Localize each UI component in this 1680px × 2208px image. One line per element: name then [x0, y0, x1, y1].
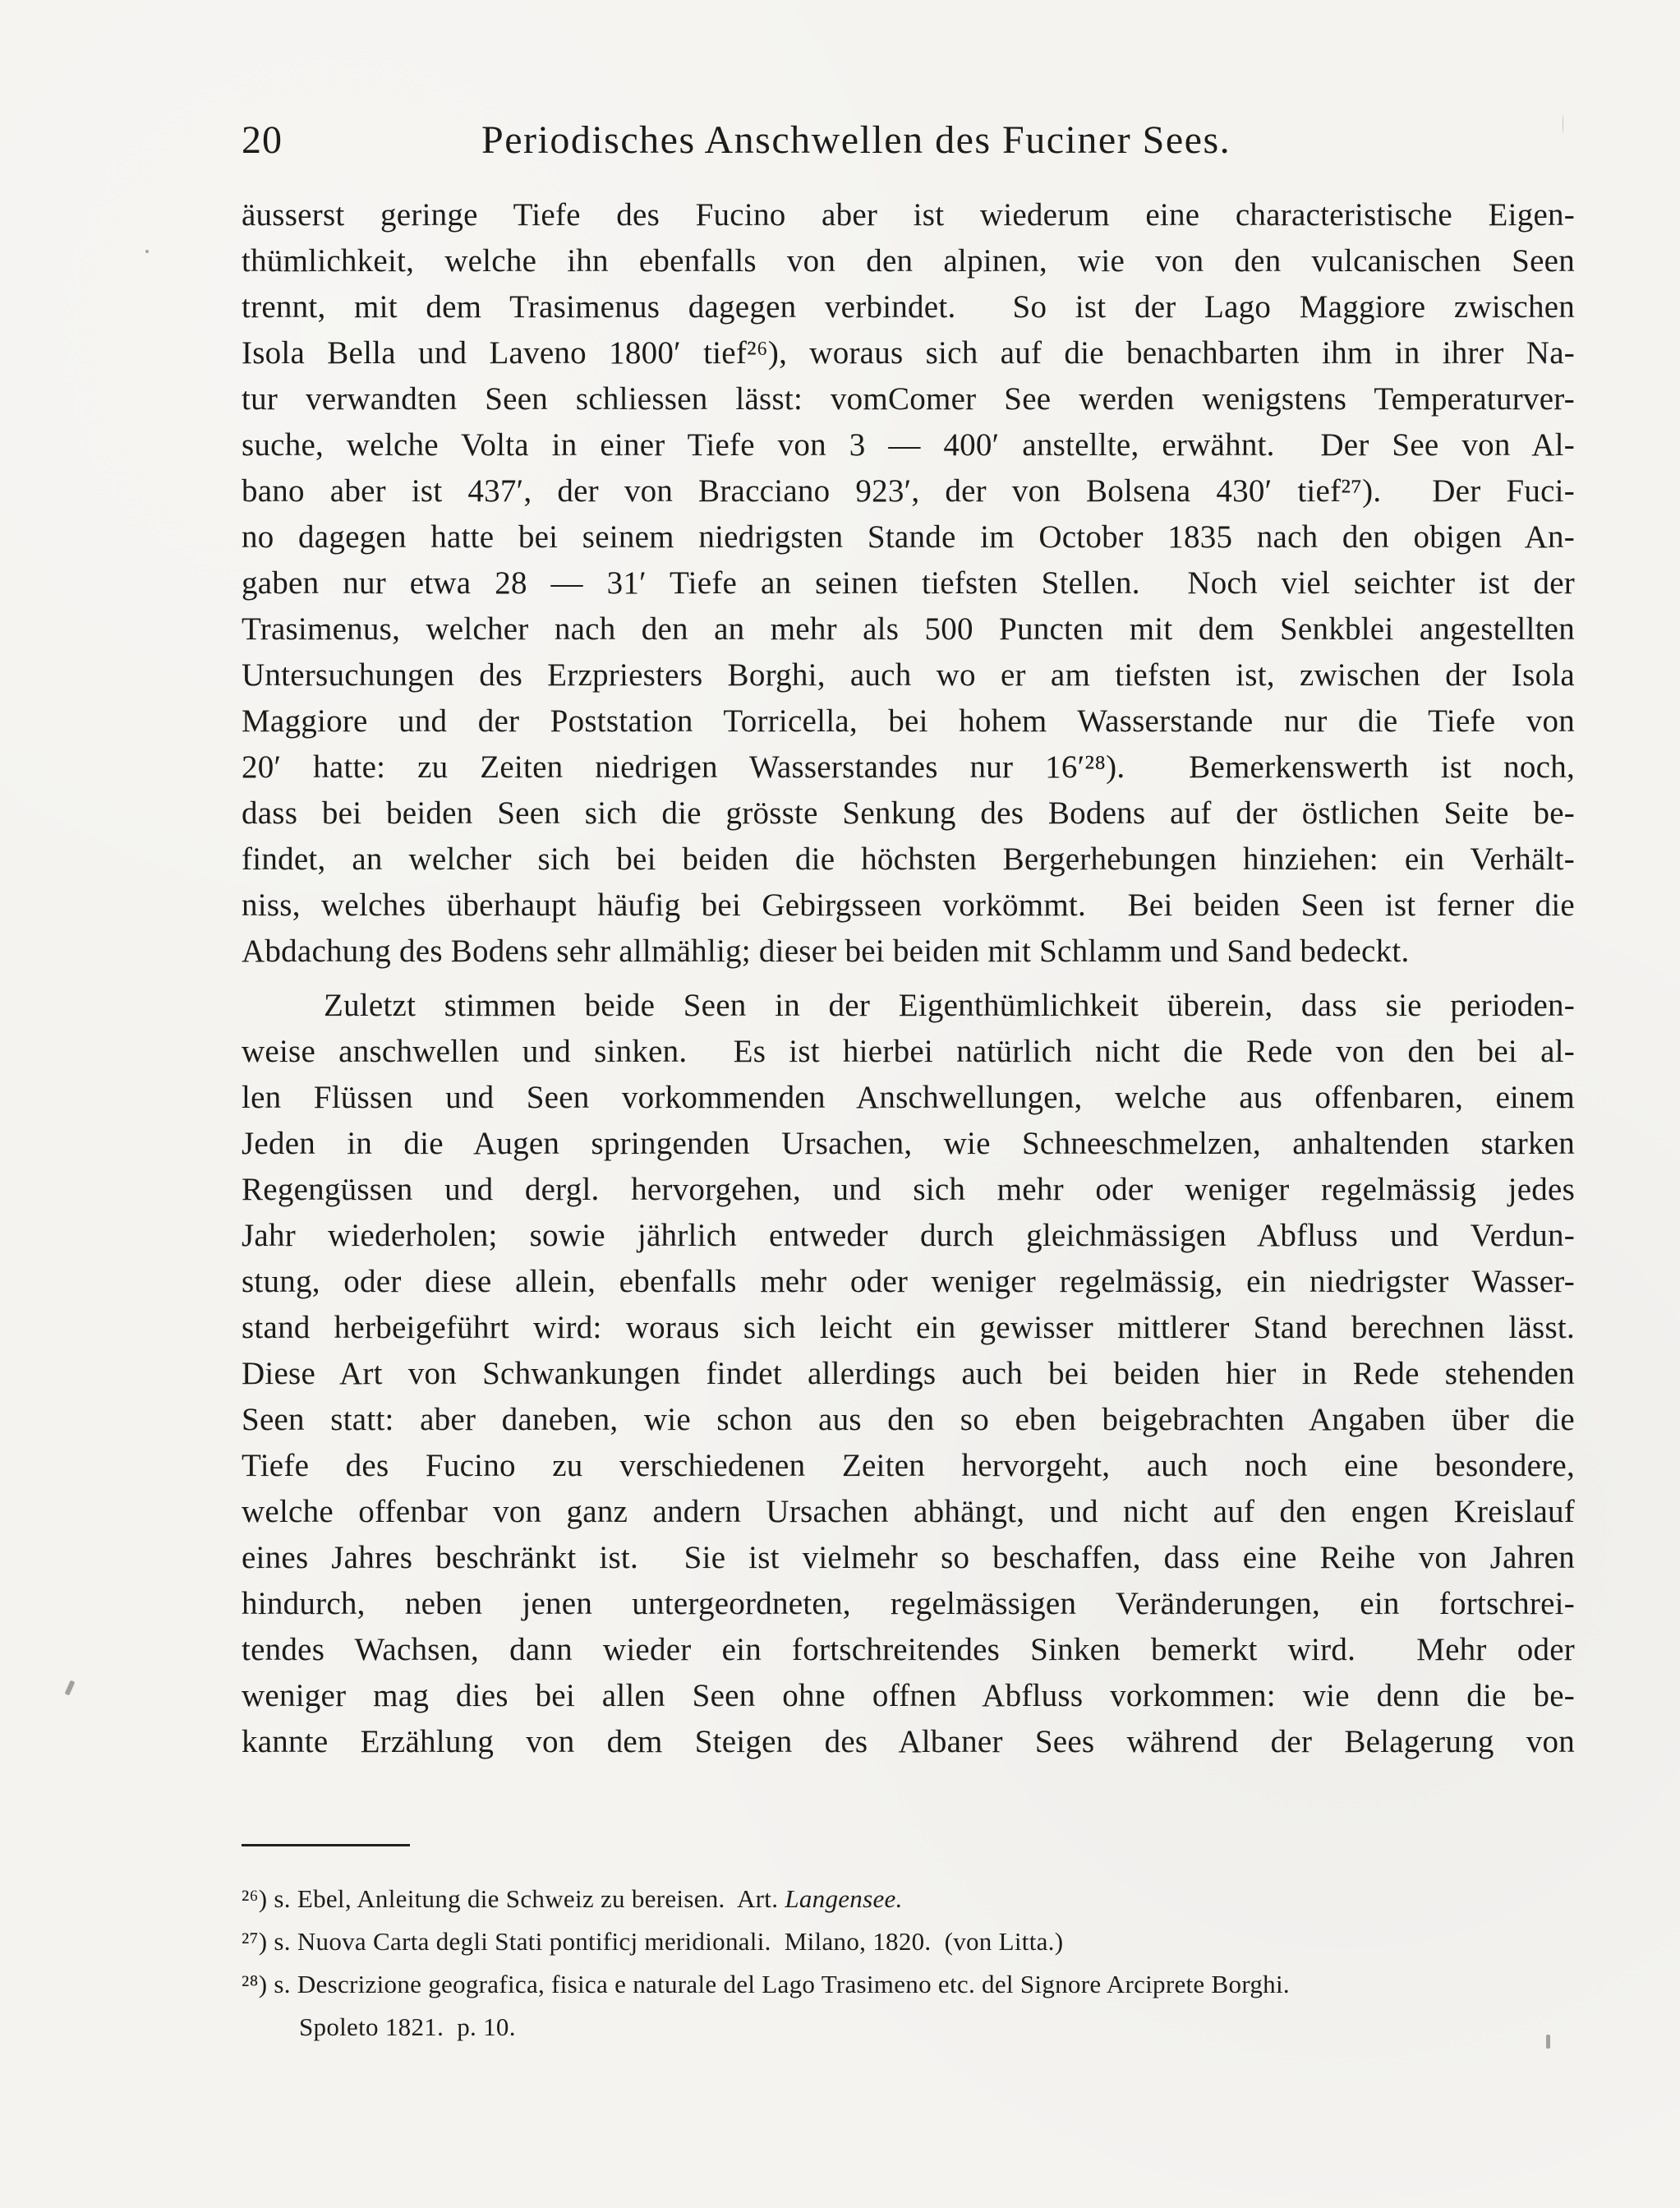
text-line: Seen statt: aber daneben, wie schon aus den so eben beigebrachten Angaben über die	[242, 1402, 1575, 1437]
text-line: suche, welche Volta in einer Tiefe von 3 — 400′ anstellte, erwähnt. Der See von Al-	[242, 427, 1575, 463]
footnote-28: ²⁸) s. Descrizione geografica, fisica e naturale del Lago Trasimeno etc. del Signore Arciprete Borghi.	[242, 1970, 1290, 1998]
paper-speck	[65, 1680, 76, 1696]
text-line: dass bei beiden Seen sich die grösste Senkung des Bodens auf der östlichen Seite be-	[242, 795, 1575, 831]
footnote-28-continuation: Spoleto 1821. p. 10.	[299, 2012, 516, 2041]
footnote-27: ²⁷) s. Nuova Carta degli Stati pontificj meridionali. Milano, 1820. (von Litta.)	[242, 1927, 1064, 1956]
footnote-26-italic: Langensee.	[785, 1884, 903, 1913]
running-title: Periodisches Anschwellen des Fuciner Sees.	[481, 118, 1231, 162]
footnote-rule	[242, 1844, 410, 1846]
text-line: Untersuchungen des Erzpriesters Borghi, auch wo er am tiefsten ist, zwischen der Isola	[242, 657, 1575, 693]
text-line: gaben nur etwa 28 — 31′ Tiefe an seinen tiefsten Stellen. Noch viel seichter ist der	[242, 565, 1575, 601]
text-line: Trasimenus, welcher nach den an mehr als 500 Puncten mit dem Senkblei angestellten	[242, 611, 1575, 647]
text-line: Regengüssen und dergl. hervorgehen, und sich mehr oder weniger regelmässig jedes	[242, 1172, 1575, 1207]
footnote-26-text: ²⁶) s. Ebel, Anleitung die Schweiz zu bereisen. Art.	[242, 1884, 785, 1913]
paragraph-gap	[242, 975, 1575, 983]
text-line: stand herbeigeführt wird: woraus sich leicht ein gewisser mittlerer Stand berechnen lässt.	[242, 1310, 1575, 1345]
paper-speck	[145, 250, 149, 253]
text-line: Zuletzt stimmen beide Seen in der Eigenthümlichkeit überein, dass sie perioden-	[324, 988, 1575, 1023]
footnote-26	[242, 1878, 1575, 1920]
text-line: no dagegen hatte bei seinem niedrigsten Stande im October 1835 nach den obigen An-	[242, 519, 1575, 555]
text-line: Isola Bella und Laveno 1800′ tief²⁶), woraus sich auf die benachbarten ihm in ihrer Na-	[242, 335, 1575, 371]
text-line: tur verwandten Seen schliessen lässt: vomComer See werden wenigstens Temperaturver-	[242, 381, 1575, 417]
text-line: weniger mag dies bei allen Seen ohne offnen Abfluss vorkommen: wie denn die be-	[242, 1678, 1575, 1713]
page-number: 20	[242, 118, 283, 162]
text-line: bano aber ist 437′, der von Bracciano 923′, der von Bolsena 430′ tief²⁷). Der Fuci-	[242, 473, 1575, 509]
text-line: thümlichkeit, welche ihn ebenfalls von den alpinen, wie von den vulcanischen Seen	[242, 243, 1575, 279]
main-text	[242, 192, 1575, 1765]
text-line: äusserst geringe Tiefe des Fucino aber ist wiederum eine characteristische Eigen-	[242, 197, 1575, 233]
text-line: welche offenbar von ganz andern Ursachen abhängt, und nicht auf den engen Kreislauf	[242, 1494, 1575, 1529]
text-line: trennt, mit dem Trasimenus dagegen verbindet. So ist der Lago Maggiore zwischen	[242, 289, 1575, 325]
text-line: Abdachung des Bodens sehr allmählig; dieser bei beiden mit Schlamm und Sand bedeckt.	[242, 933, 1410, 969]
text-line: kannte Erzählung von dem Steigen des Albaner Sees während der Belagerung von	[242, 1724, 1575, 1759]
text-line: tendes Wachsen, dann wieder ein fortschreitendes Sinken bemerkt wird. Mehr oder	[242, 1632, 1575, 1667]
text-line: Diese Art von Schwankungen findet allerdings auch bei beiden hier in Rede stehenden	[242, 1356, 1575, 1391]
text-line: Jahr wiederholen; sowie jährlich entweder durch gleichmässigen Abfluss und Verdun-	[242, 1218, 1575, 1253]
text-line: Jeden in die Augen springenden Ursachen, wie Schneeschmelzen, anhaltenden starken	[242, 1126, 1575, 1161]
text-line: findet, an welcher sich bei beiden die höchsten Bergerhebungen hinziehen: ein Verhält-	[242, 841, 1575, 877]
text-line: weise anschwellen und sinken. Es ist hierbei natürlich nicht die Rede von den bei al-	[242, 1034, 1575, 1069]
text-line: 20′ hatte: zu Zeiten niedrigen Wasserstandes nur 16′²⁸). Bemerkenswerth ist noch,	[242, 749, 1575, 785]
text-line: Maggiore und der Poststation Torricella, bei hohem Wasserstande nur die Tiefe von	[242, 703, 1575, 739]
text-line: len Flüssen und Seen vorkommenden Anschwellungen, welche aus offenbaren, einem	[242, 1080, 1575, 1115]
footnotes	[242, 1878, 1575, 2049]
text-line: niss, welches überhaupt häufig bei Gebirgsseen vorkömmt. Bei beiden Seen ist ferner die	[242, 887, 1575, 923]
text-line: hindurch, neben jenen untergeordneten, regelmässigen Veränderungen, ein fortschrei-	[242, 1586, 1575, 1621]
text-line: Tiefe des Fucino zu verschiedenen Zeiten hervorgeht, auch noch eine besondere,	[242, 1448, 1575, 1483]
text-line: eines Jahres beschränkt ist. Sie ist vielmehr so beschaffen, dass eine Reihe von Jahren	[242, 1540, 1575, 1575]
page-header	[242, 109, 1475, 167]
text-line: stung, oder diese allein, ebenfalls mehr oder weniger regelmässig, ein niedrigster Wasser-	[242, 1264, 1575, 1299]
